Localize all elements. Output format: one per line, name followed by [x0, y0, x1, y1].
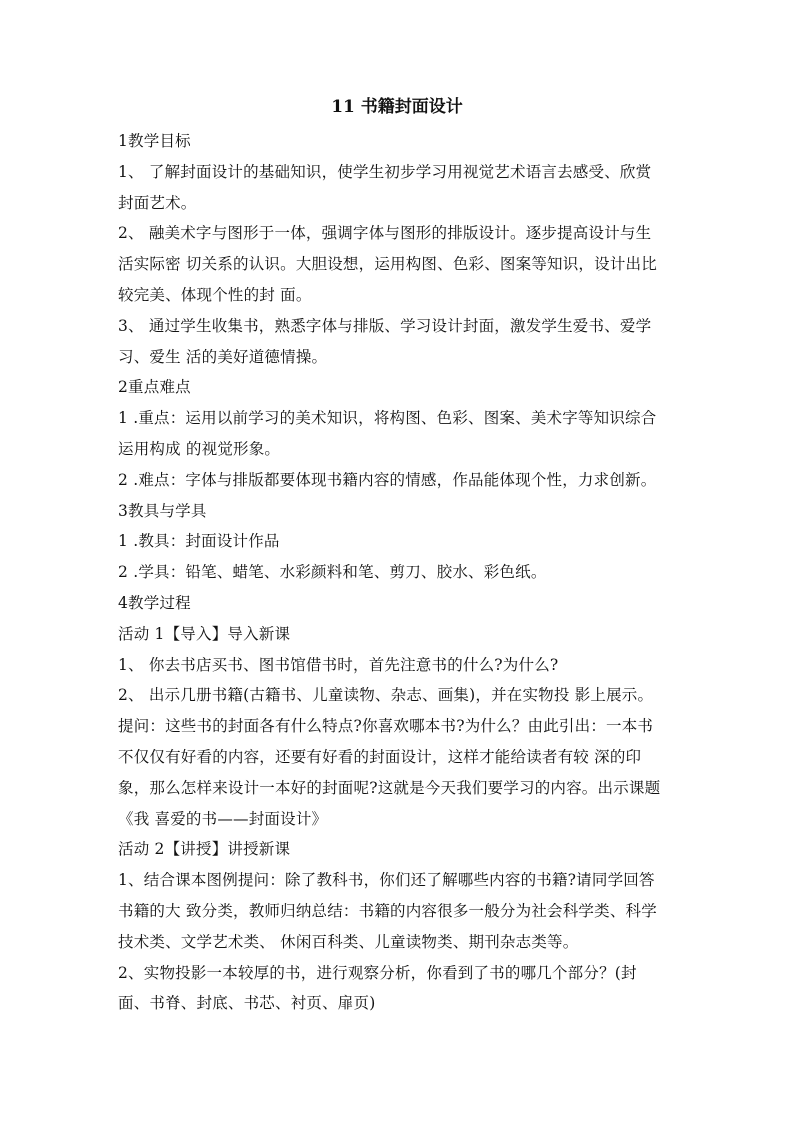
- text-line: 1 .重点：运用以前学习的美术知识，将构图、色彩、图案、美术字等知识综合: [118, 409, 657, 428]
- text-line: 封面艺术。: [118, 193, 197, 212]
- text-line: 活动 2【讲授】讲授新课: [118, 840, 291, 859]
- text-line: 书籍的大 致分类，教师归纳总结：书籍的内容很多一般分为社会科学类、科学: [118, 901, 657, 920]
- text-line: 2、 出示几册书籍(古籍书、儿童读物、杂志、画集)，并在实物投 影上展示。: [118, 686, 654, 705]
- text-line: 活实际密 切关系的认识。大胆设想，运用构图、色彩、图案等知识，设计出比: [118, 255, 657, 274]
- text-line: 象，那么怎样来设计一本好的封面呢?这就是今天我们要学习的内容。出示课题: [118, 778, 661, 797]
- text-line: 3、 通过学生收集书，熟悉字体与排版、学习设计封面，激发学生爱书、爱学: [118, 316, 652, 335]
- text-line: 习、爱生 活的美好道德情操。: [118, 347, 328, 366]
- text-line: 1 .教具：封面设计作品: [118, 532, 280, 551]
- text-line: 2 .难点：字体与排版都要体现书籍内容的情感，作品能体现个性，力求创新。: [118, 470, 657, 489]
- text-line: 1、 你去书店买书、图书馆借书时，首先注意书的什么?为什么?: [118, 655, 559, 674]
- text-line: 1教学目标: [118, 132, 191, 150]
- text-line: 不仅仅有好看的内容，还要有好看的封面设计，这样才能给读者有较 深的印: [118, 747, 642, 766]
- text-line: 1、 了解封面设计的基础知识，使学生初步学习用视觉艺术语言去感受、欣赏: [118, 162, 652, 181]
- text-line: 2重点难点: [118, 378, 191, 397]
- text-line: 运用构成 的视觉形象。: [118, 439, 281, 458]
- text-line: 4教学过程: [118, 593, 191, 612]
- text-line: 提问：这些书的封面各有什么特点?你喜欢哪本书?为什么？由此引出：一本书: [118, 717, 654, 736]
- text-line: 活动 1【导入】导入新课: [118, 624, 291, 643]
- text-line: 《我 喜爱的书——封面设计》: [118, 809, 328, 828]
- text-line: 技术类、文学艺术类、 休闲百科类、儿童读物类、期刊杂志类等。: [118, 932, 579, 951]
- document-body: [118, 126, 678, 1019]
- text-line: 2、 融美术字与图形于一体，强调字体与图形的排版设计。逐步提高设计与生: [118, 224, 652, 243]
- text-line: 面、书脊、封底、书芯、衬页、扉页): [118, 994, 376, 1013]
- text-line: 2、实物投影一本较厚的书，进行观察分析，你看到了书的哪几个部分？(封: [118, 963, 637, 982]
- text-line: 较完美、体现个性的封 面。: [118, 285, 312, 304]
- text-line: 2 .学具：铅笔、蜡笔、水彩颜料和笔、剪刀、胶水、彩色纸。: [118, 563, 547, 582]
- document-title: 11 书籍封面设计: [331, 97, 463, 117]
- text-line: 3教具与学具: [118, 501, 207, 520]
- text-line: 1、结合课本图例提问：除了教科书，你们还了解哪些内容的书籍?请同学回答: [118, 871, 655, 890]
